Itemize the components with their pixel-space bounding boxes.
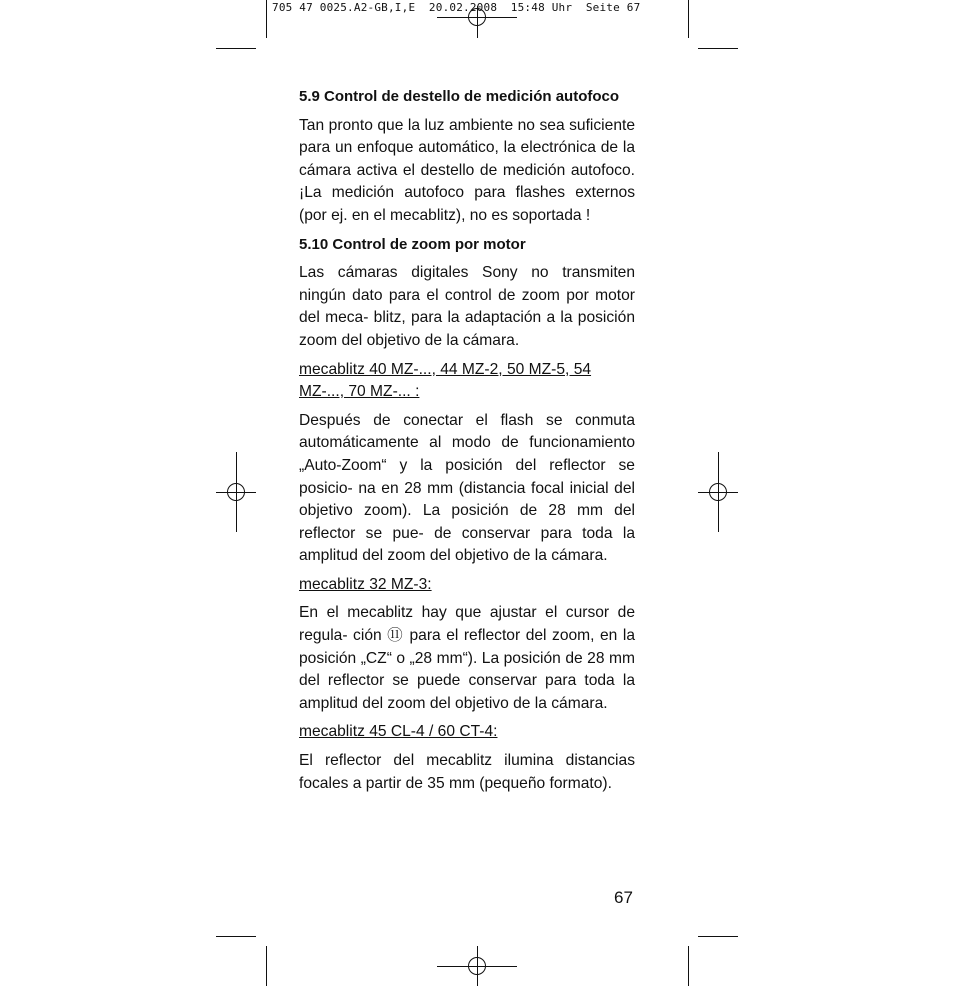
model-body: Después de conectar el flash se conmuta automáticamente al modo de funcionamiento „Auto-Zoom“ y la posición del reflector se posicio- na en 28 mm (distancia focal inicial del objetivo zoom). La posición de 28 mm del reflector se pue- de conservar para toda la amplitud del zoom del objetivo de la cámara. — [299, 411, 635, 565]
section-body: Las cámaras digitales Sony no transmiten ningún dato para el control de zoom por motor del meca- blitz, para la adaptación a la posición zoom del objetivo de la cámara. — [299, 264, 635, 349]
model-label: mecablitz 45 CL-4 / 60 CT-4: — [299, 723, 498, 741]
registration-circle-right — [709, 483, 727, 501]
crop-mark-top-left-h — [216, 48, 256, 49]
crop-mark-bottom-left-h — [216, 936, 256, 937]
crop-mark-top-left — [266, 0, 267, 38]
section-heading: 5.9 Control de destello de medición autofoco — [299, 88, 620, 105]
registration-circle-bottom — [468, 957, 486, 975]
crop-mark-bottom-left — [266, 946, 267, 986]
crop-mark-top-right-h — [698, 48, 738, 49]
crop-mark-bottom-right-h — [698, 936, 738, 937]
page-number: 67 — [614, 888, 633, 907]
print-slug: 705 47 0025.A2-GB,I,E 20.02.2008 15:48 Uhr Seite 67 — [272, 1, 641, 14]
registration-circle-left — [227, 483, 245, 501]
page-content — [299, 86, 635, 801]
section-body: Tan pronto que la luz ambiente no sea suficiente para un enfoque automático, la electrónica de la cámara activa el destello de medición autofoco. ¡La medición autofoco para flashes externos (por ej. en el mecablitz), no es soportada ! — [299, 116, 635, 224]
model-body: El reflector del mecablitz ilumina distancias focales a partir de 35 mm (pequeño formato). — [299, 752, 635, 792]
model-body: En el mecablitz hay que ajustar el cursor de regula- ción ⑪ para el reflector del zoom, en la posición „CZ“ o „28 mm“). La posición de 28 mm del reflector se puede conservar para toda la amplitud del zoom del objetivo de la cámara. — [299, 604, 635, 712]
crop-mark-bottom-right — [688, 946, 689, 986]
section-heading: 5.10 Control de zoom por motor — [299, 235, 526, 253]
model-label: mecablitz 40 MZ-..., 44 MZ-2, 50 MZ-5, 54 MZ-..., 70 MZ-... : — [299, 360, 592, 401]
crop-mark-top-right — [688, 0, 689, 38]
model-label: mecablitz 32 MZ-3: — [299, 575, 432, 593]
